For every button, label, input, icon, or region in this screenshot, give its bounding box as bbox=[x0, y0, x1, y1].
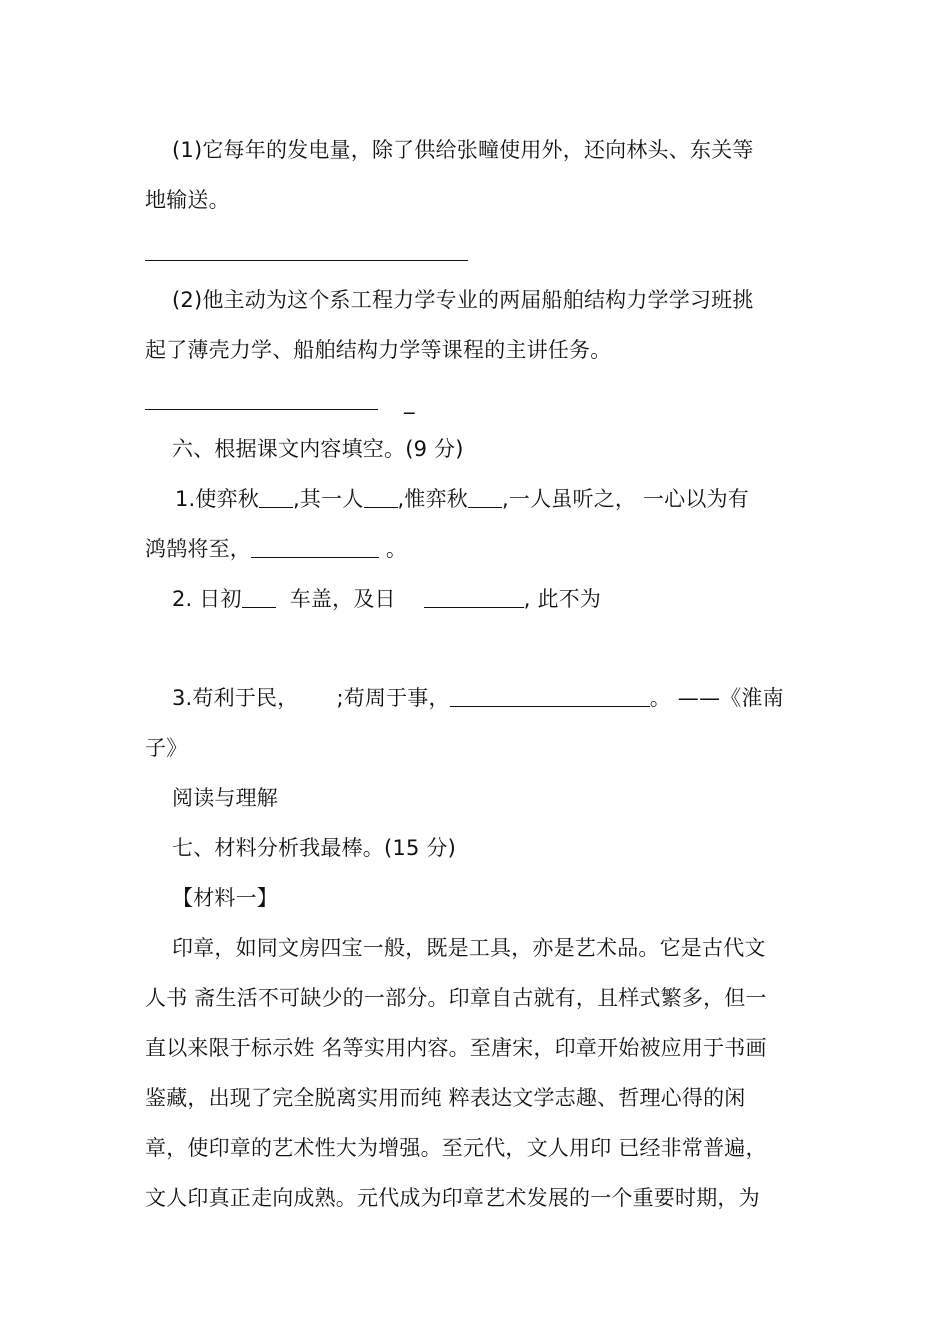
q5-item1-line2: 地输送。 bbox=[145, 188, 230, 212]
q6-heading: 六、根据课文内容填空。(9 分) bbox=[172, 437, 464, 461]
material-label: 【材料一】 bbox=[172, 886, 278, 910]
q6-item2 bbox=[172, 585, 601, 613]
material-paragraph-line: 人书 斋生活不可缺少的一部分。印章自古就有，且样式繁多，但一 bbox=[145, 986, 767, 1010]
q6-item1-text-b: ,其一人 bbox=[293, 487, 364, 511]
material-paragraph-line: 鉴藏，出现了完全脱离实用而纯 粹表达文学志趣、哲理心得的闲 bbox=[145, 1086, 746, 1110]
q6-item3-line2: 子》 bbox=[145, 736, 188, 760]
q7-heading: 七、材料分析我最棒。(15 分) bbox=[172, 836, 456, 860]
fill-blank[interactable] bbox=[450, 686, 650, 707]
fill-blank[interactable] bbox=[424, 587, 524, 608]
q6-item2-text-b: 车盖，及日 bbox=[289, 587, 396, 611]
q6-item1-text-e: 鸿鹄将至， bbox=[145, 537, 251, 561]
q5-item2-line2: 起了薄壳力学、船舶结构力学等课程的主讲任务。 bbox=[145, 338, 612, 362]
q6-item1-line1 bbox=[175, 485, 749, 513]
q6-item3-line1 bbox=[172, 684, 784, 712]
section-heading: 阅读与理解 bbox=[172, 786, 278, 810]
answer-line-2-dash: _ bbox=[404, 390, 415, 414]
material-paragraph-line: 直以来限于标示姓 名等实用内容。至唐宋，印章开始被应用于书画 bbox=[145, 1036, 767, 1060]
q5-item2-line1: (2)他主动为这个系工程力学专业的两届船舶结构力学学习班挑 bbox=[172, 288, 754, 312]
q6-item1-line2 bbox=[145, 535, 407, 563]
q6-item1-text-d: ,一人虽听之， 一心以为有 bbox=[502, 487, 749, 511]
fill-blank[interactable] bbox=[242, 587, 276, 608]
fill-blank[interactable] bbox=[259, 487, 293, 508]
q6-item3-text-a: 3.苟利于民， bbox=[172, 686, 299, 710]
fill-blank[interactable] bbox=[251, 537, 379, 558]
q6-item2-text-a: 2. 日初 bbox=[172, 587, 242, 611]
q6-item2-text-c: , 此不为 bbox=[523, 587, 602, 611]
answer-line-2 bbox=[145, 409, 378, 410]
q6-item1-text-f: 。 bbox=[379, 537, 408, 561]
q6-item3-text-b: ;苟周于事， bbox=[336, 686, 450, 710]
material-paragraph-line: 文人印真正走向成熟。元代成为印章艺术发展的一个重要时期，为 bbox=[145, 1186, 760, 1210]
material-paragraph-line: 印章，如同文房四宝一般，既是工具，亦是艺术品。它是古代文 bbox=[172, 936, 766, 960]
q6-item3-text-c: 。 ——《淮南 bbox=[649, 686, 784, 710]
fill-blank[interactable] bbox=[364, 487, 398, 508]
answer-line-1 bbox=[145, 260, 468, 261]
fill-blank[interactable] bbox=[468, 487, 502, 508]
q5-item1-line1: (1)它每年的发电量，除了供给张疃使用外，还向林头、东关等 bbox=[172, 138, 754, 162]
q6-item1-text-c: ,惟弈秋 bbox=[397, 487, 469, 511]
material-paragraph-line: 章，使印章的艺术性大为增强。至元代，文人用印 已经非常普遍， bbox=[145, 1136, 767, 1160]
q6-item1-text-a: 1.使弈秋 bbox=[175, 487, 260, 511]
